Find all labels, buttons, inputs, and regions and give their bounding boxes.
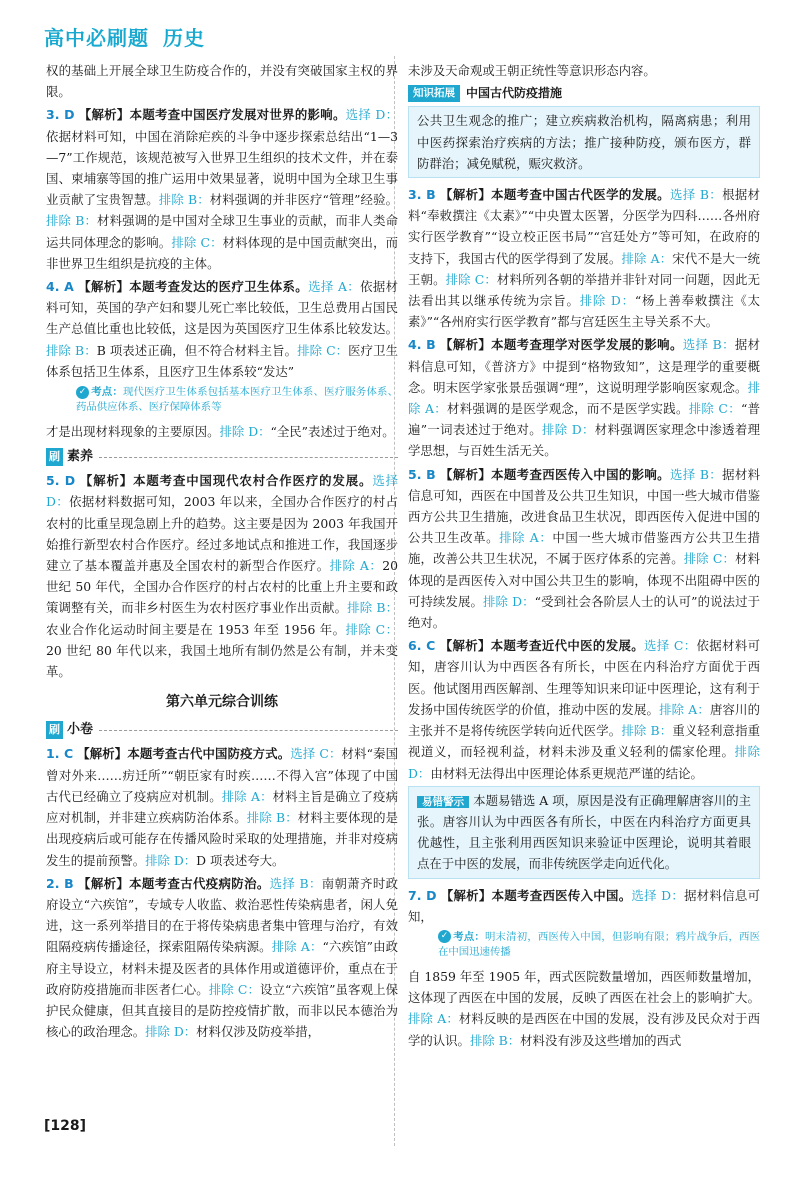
knowledge-box: 公共卫生观念的推广；建立疾病救治机构，隔离病患；利用中医药探索治疗疾病的方法；推广接种防疫，颁布医方，群防群治；减免赋税，赈灾救济。 [408,106,760,178]
exam-point-icon: ✓ [76,386,89,399]
answer-r6: 6. C 【解析】本题考查近代中医的发展。选择 C：依据材料可知，唐容川认为中西医各有所长，中医在内科治疗方面优于西医。他试图用西医解剖、生理等知识来印证中医理论，这有利于发扬中国传统医学的价值，推动中医的发展。排除 A：唐容川的主张并不是将传统医学转向近代医学。排除 B：重义轻利意指重视道义，而轻视利益，材料未涉及重义轻利的儒家伦理。排除 D：由材料无法得出中医理论体系更规范严谨的结论。 [408,638,761,781]
answer-2: 2. B 【解析】本题考查古代疫病防治。选择 B：南朝萧齐时政府设立“六疾馆”，专域专人收监、救治恶性传染病患者，闲人免进，这一系列举措目的在于将传染病患者集中管理与治疗，有效阻隔疫病传播途径，探索阻隔传染病源。排除 A：“六疾馆”由政府主导设立，材料未提及医者的具体作用或道德评价，重点在于政府防疫措施而非医者仁心。排除 C：设立“六疾馆”虽客观上保护民众健康，但其直接目的是防控疫情扩散，而非以民本德治为核心的政治理念。排除 D：材料仅涉及防疫举措， [46,875,399,1040]
exam-point-note: ✓ 考点：现代医疗卫生体系包括基本医疗卫生体系、医疗服务体系、药品供应体系、医疗保障体系等 [76,386,399,414]
answer-3: 3. D 【解析】本题考查中国医疗发展对世界的影响。选择 D：依据材料可知，中国在消除疟疾的斗争中逐步探索总结出“1—3—7”工作规范，该规范被写入世界卫生组织的技术文件，并在泰国、柬埔寨等国的推广运用中效果显著，说明中国为全球卫生事业贡献了宝贵智慧。排除 B：材料强调的并非医疗“管理”经验。排除 B：材料强调的是中国对全球卫生事业的贡献，而非人类命运共同体理念的影响。排除 C：材料体现的是中国贡献突出，而非世界卫生组织是抗疫的主体。 [46,107,399,271]
exam-point-note-r7: ✓ 考点：明末清初，西医传入中国，但影响有限；鸦片战争后，西医在中国迅速传播 [438,930,761,958]
exam-point-icon: ✓ [438,930,451,943]
continued-text: 权的基础上开展全球卫生防疫合作的，并没有突破国家主权的界限。 [46,63,398,100]
answer-4-cont: 才是出现材料现象的主要原因。排除 D：“全民”表述过于绝对。 [46,424,395,440]
answer-r5: 5. B 【解析】本题考查西医传入中国的影响。选择 B：据材料信息可知，西医在中国普及公共卫生知识，中国一些大城市借鉴西方公共卫生措施，改进食品卫生状况，即西医传入促进中国的公共卫生改革。排除 A：中国一些大城市借鉴西方公共卫生措施，改善公共卫生状况，不属于医疗体系的完善。排除 C：材料体现的是西医传入对中国公共卫生的影响，体现不出阻碍中医的可持续发展。排除 D：“受到社会各阶层人士的认可”的说法过于绝对。 [408,466,761,631]
answer-1: 1. C 【解析】本题考查古代中国防疫方式。选择 C：材料“秦国曾对外来……疠迁所”“朝臣家有时疾……不得入宫”体现了中国古代已经确立了疫病应对机制。排除 A：材料主旨是确立了疫病应对机制，并非建立疾病防治体系。排除 B：材料主要体现的是出现疫病后或可能存在传播风险时采取的处理措施，并非对疫病发生的提前预警。排除 D：D 项表述夸大。 [46,746,399,868]
error-warning-box: 易错警示 本题易错选 A 项，原因是没有正确理解唐容川的主张。唐容川认为中西医各有所长，中医在内科治疗方面更具优越性，且主张利用西医知识来验证中医理论，说明其着眼点在于中医的发展，而非传统医学走向近代化。 [408,786,760,879]
page-number: [128] [44,1118,87,1134]
right-column [408,60,760,1053]
answer-r7-cont: 自 1859 年至 1905 年，西式医院数量增加，西医师数量增加，这体现了西医在中国的发展，反映了西医在社会上的影响扩大。排除 A：材料反映的是西医在中国的发展，没有涉及民众对于西学的认识。排除 B：材料没有涉及这些增加的西式 [408,968,760,1048]
answer-5: 5. D 【解析】本题考查中国现代农村合作医疗的发展。选择 D：依据材料数据可知，2003 年以来，全国办合作医疗的村占农村的比重呈现急剧上升的趋势。这主要是因为 2003 年我国开始推行新型农村合作医疗。经过多地试点和推进工作，我国逐步建立了基本覆盖并惠及全国农村的新型合作医疗。排除 A：20 世纪 50 年代，全国办合作医疗的村占农村的比重上升主要和政策调整有关，而非乡村医生为农村医疗事业作出贡献。排除 B：农业合作化运动时间主要是在 1953 年至 1956 年。排除 C：20 世纪 80 年代以来，我国土地所有制仍然是公有制，并未变革。 [46,473,399,680]
unit-title: 第六单元综合训练 [166,694,278,711]
page-header [44,22,205,51]
left-column [46,60,398,1044]
knowledge-box-header: 知识拓展 中国古代防疫措施 [408,83,760,104]
answer-r4: 4. B 【解析】本题考查理学对医学发展的影响。选择 B：据材料信息可知，《普济方》中提到“格物致知”，这是理学的重要概念。明末医学家张景岳强调“理”，这说明理学影响医家观念。排除 A：材料强调的是医学观念，而不是医学实践。排除 C：“普遍”一词表述过于绝对。排除 D：材料强调医家理念中渗透着理学思想，与百姓生活无关。 [408,337,761,459]
answer-r7: 7. D 【解析】本题考查西医传入中国。选择 D：据材料信息可知， [408,887,761,924]
section-suyang: 刷 素养 [46,448,398,466]
answer-r3: 3. B 【解析】本题考查中国古代医学的发展。选择 B：根据材料“奉敕撰注《太素》”“中央置太医署，分医学为四科……各州府实行医学教育”“设立校正医书局”“宫廷处方”等可知，在政府的支持下，我国古代的医学得到了发展。排除 A：宋代不是大一统王朝。排除 C：材料所列各朝的举措并非针对同一问题，因此无法看出其以继承传统为宗旨。排除 D：“杨上善奉敕撰注《太素》”“各州府实行医学教育”都与宫廷医生主导关系不大。 [408,187,761,330]
header-history: 历史 [163,26,205,50]
header-subject: 高中必刷题 [44,26,149,50]
answer-4: 4. A 【解析】本题考查发达的医疗卫生体系。选择 A：依据材料可知，英国的孕产妇和婴儿死亡率比较低，卫生总费用占国民生产总值比重也比较低，这是因为英国医疗卫生体系比较发达。排除 B：B 项表述正确，但不符合材料主旨。排除 C：医疗卫生体系包括卫生体系，且医疗卫生体系较“发达” [46,279,398,379]
section-xiaojuan: 刷 小卷 [46,721,398,739]
continued-text-right: 未涉及天命观或王朝正统性等意识形态内容。 [408,63,656,78]
